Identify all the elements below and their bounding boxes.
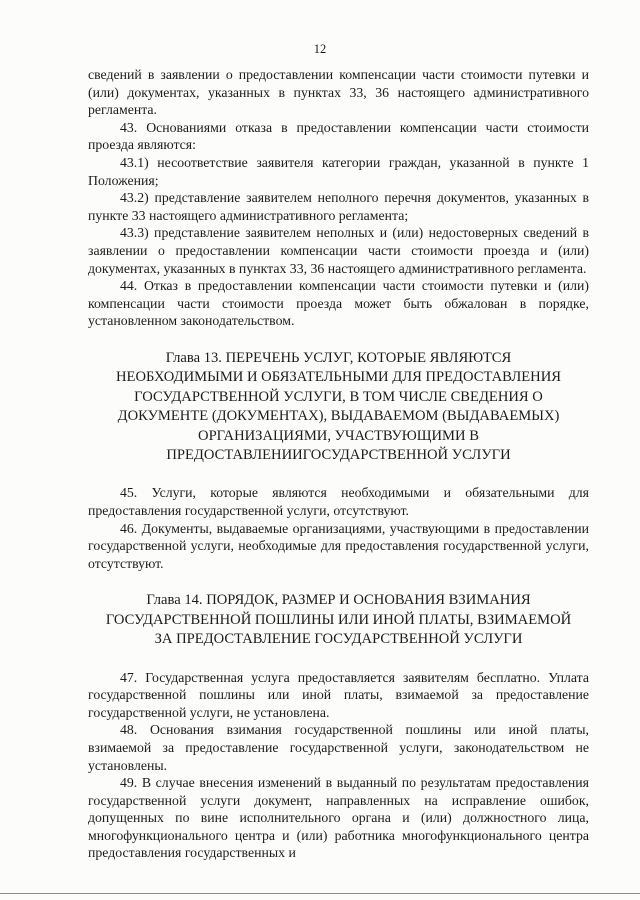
chapter-13-heading-line: ГОСУДАРСТВЕННОЙ УСЛУГИ, В ТОМ ЧИСЛЕ СВЕДЕНИЯ О (134, 388, 543, 405)
paragraph-43-1: 43.1) несоответствие заявителя категории граждан, указанной в пункте 1 Положения; (88, 154, 589, 188)
scan-edge-line (0, 893, 640, 894)
chapter-13-heading-line: Глава 13. ПЕРЕЧЕНЬ УСЛУГ, КОТОРЫЕ ЯВЛЯЮТСЯ (165, 349, 512, 366)
chapter-14-heading-line: ГОСУДАРСТВЕННОЙ ПОШЛИНЫ ИЛИ ИНОЙ ПЛАТЫ, ВЗИМАЕМОЙ (105, 611, 572, 628)
page-number: 12 (313, 42, 327, 56)
chapter-13-heading (88, 349, 589, 465)
paragraph-47: 47. Государственная услуга предоставляется заявителям бесплатно. Уплата государственной пошлины или иной платы, взимаемой за предоставление государственной услуги, не установлена. (88, 669, 589, 720)
chapter-14-body (88, 669, 589, 863)
paragraph-43-2: 43.2) представление заявителем неполного перечня документов, указанных в пункте 33 настоящего административного регламента; (88, 190, 589, 223)
chapter-13-heading-line: ПРЕДОСТАВЛЕНИИГОСУДАРСТВЕННОЙ УСЛУГИ (166, 446, 511, 463)
paragraph-43: 43. Основаниями отказа в предоставлении компенсации части стоимости проезда являются: (88, 119, 589, 153)
paragraph-49: 49. В случае внесения изменений в выданный по результатам предоставления государственной услуги документ, направленных на исправление ошибок, допущенных по вине исполнительного органа и (или) должностного лица, многофункционального центра и (или) работника многофункционального центра предоставления государственных и (88, 775, 589, 861)
chapter-13-heading-line: ОРГАНИЗАЦИЯМИ, УЧАСТВУЮЩИМИ В (198, 427, 479, 444)
paragraph-continuation: сведений в заявлении о предоставлении компенсации части стоимости путевки и (или) документах, указанных в пунктах 33, 36 настоящего административного регламента. (88, 67, 589, 118)
paragraph-43-3: 43.3) представление заявителем неполных и (или) недостоверных сведений в заявлении о предоставлении компенсации части стоимости проезда и (или) документах, указанных в пунктах 33, 36 настоящего административного регламента. (88, 225, 589, 276)
chapter-14-heading-line: Глава 14. ПОРЯДОК, РАЗМЕР И ОСНОВАНИЯ ВЗИМАНИЯ (146, 592, 531, 609)
paragraph-45: 45. Услуги, которые являются необходимыми и обязательными для предоставления государственной услуги, отсутствуют. (88, 485, 589, 518)
chapter-13-heading-line: НЕОБХОДИМЫМИ И ОБЯЗАТЕЛЬНЫМИ ДЛЯ ПРЕДОСТАВЛЕНИЯ (116, 369, 561, 386)
paragraph-46: 46. Документы, выдаваемые организациями, участвующими в предоставлении государственной услуги, необходимые для предоставления государственной услуги, отсутствуют. (88, 520, 589, 571)
page-content (88, 66, 589, 862)
paragraph-44: 44. Отказ в предоставлении компенсации части стоимости путевки и (или) компенсации части стоимости проезда может быть обжалован в порядке, установленном законодательством. (88, 278, 589, 329)
chapter-13-body (88, 484, 589, 572)
paragraph-48: 48. Основания взимания государственной пошлины или иной платы, взимаемой за предоставление государственной услуги, законодательством не установлены. (88, 722, 589, 773)
chapter-13-heading-line: ДОКУМЕНТЕ (ДОКУМЕНТАХ), ВЫДАВАЕМОМ (ВЫДАВАЕМЫХ) (117, 408, 560, 425)
chapter-14-heading-line: ЗА ПРЕДОСТАВЛЕНИЕ ГОСУДАРСТВЕННОЙ УСЛУГИ (154, 631, 523, 648)
chapter-14-heading (88, 591, 589, 649)
